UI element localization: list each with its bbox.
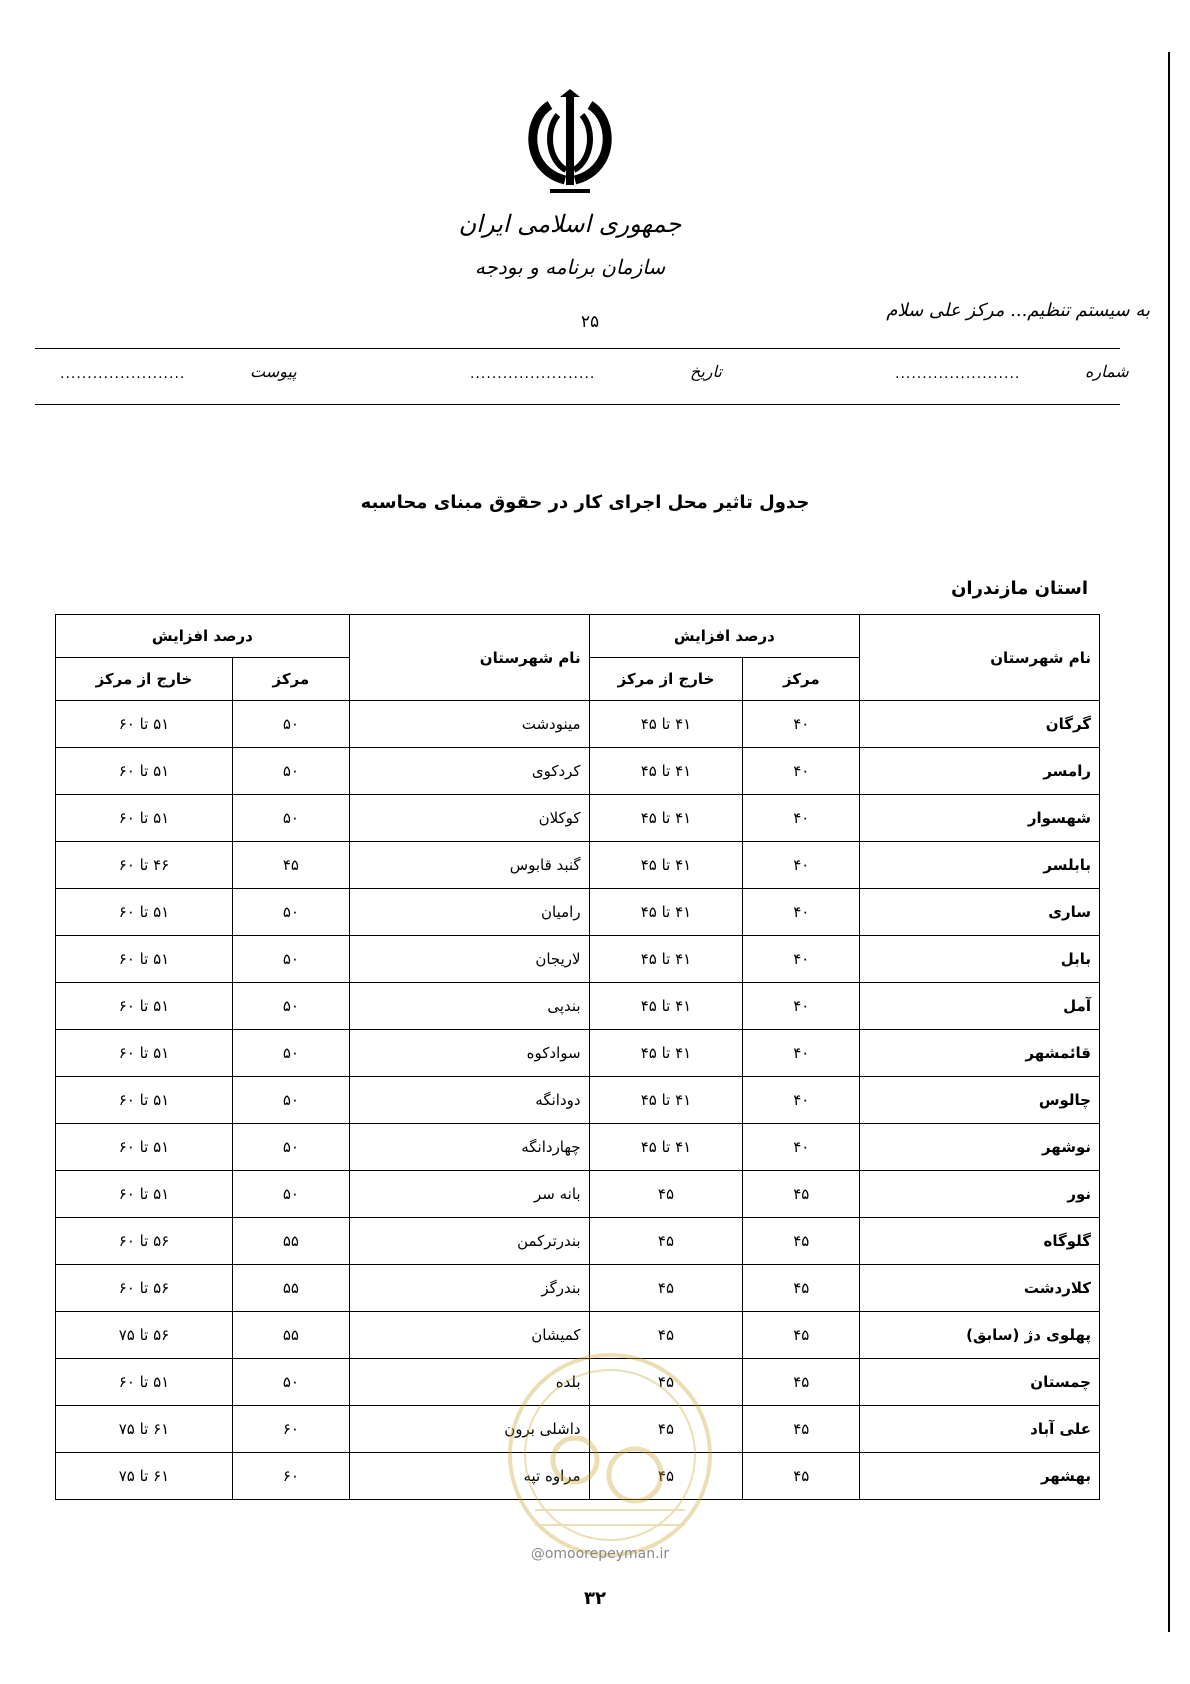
cell-name-left: دودانگه (349, 1077, 589, 1124)
date-dots: ....................... (470, 366, 596, 382)
cell-name-left: بندرترکمن (349, 1218, 589, 1265)
cell-name-right: آمل (860, 983, 1100, 1030)
cell-outside-left: ۵۱ تا ۶۰ (56, 936, 233, 983)
cell-outside-left: ۵۶ تا ۶۰ (56, 1265, 233, 1312)
cell-outside-left: ۴۶ تا ۶۰ (56, 842, 233, 889)
cell-center-right: ۴۰ (743, 1077, 860, 1124)
cell-name-left: رامیان (349, 889, 589, 936)
cell-outside-right: ۴۱ تا ۴۵ (589, 1030, 743, 1077)
table-row (56, 1124, 1100, 1171)
cell-center-left: ۵۰ (232, 701, 349, 748)
cell-center-right: ۴۵ (743, 1406, 860, 1453)
table-row (56, 748, 1100, 795)
cell-outside-right: ۴۱ تا ۴۵ (589, 1077, 743, 1124)
cell-name-left: داشلی برون (349, 1406, 589, 1453)
table-row (56, 1030, 1100, 1077)
cell-outside-right: ۴۵ (589, 1406, 743, 1453)
cell-center-left: ۶۰ (232, 1453, 349, 1500)
cell-center-right: ۴۵ (743, 1265, 860, 1312)
attachment-dots: ....................... (60, 366, 186, 382)
cell-center-left: ۵۰ (232, 983, 349, 1030)
cell-name-left: مراوه تپه (349, 1453, 589, 1500)
cell-outside-left: ۵۱ تا ۶۰ (56, 1359, 233, 1406)
cell-outside-right: ۴۱ تا ۴۵ (589, 936, 743, 983)
cell-center-right: ۴۰ (743, 936, 860, 983)
cell-outside-right: ۴۵ (589, 1453, 743, 1500)
cell-outside-left: ۵۱ تا ۶۰ (56, 983, 233, 1030)
cell-outside-left: ۵۶ تا ۶۰ (56, 1218, 233, 1265)
header-increase-right: درصد افزایش (589, 615, 860, 658)
cell-center-right: ۴۵ (743, 1312, 860, 1359)
cell-name-right: نوشهر (860, 1124, 1100, 1171)
cell-center-right: ۴۰ (743, 889, 860, 936)
header-name-left: نام شهرستان (349, 615, 589, 701)
cell-outside-left: ۵۱ تا ۶۰ (56, 1171, 233, 1218)
cell-outside-left: ۵۱ تا ۶۰ (56, 889, 233, 936)
cell-name-left: بانه سر (349, 1171, 589, 1218)
cell-center-right: ۴۰ (743, 983, 860, 1030)
cell-center-right: ۴۵ (743, 1218, 860, 1265)
header-outside-left: خارج از مرکز (56, 658, 233, 701)
cell-name-left: کوکلان (349, 795, 589, 842)
cell-center-right: ۴۰ (743, 701, 860, 748)
cell-outside-left: ۵۱ تا ۶۰ (56, 701, 233, 748)
header-country: جمهوری اسلامی ایران (458, 210, 682, 238)
cell-outside-right: ۴۵ (589, 1218, 743, 1265)
cell-outside-right: ۴۱ تا ۴۵ (589, 842, 743, 889)
header-top-number: ۲۵ (580, 312, 600, 332)
cell-outside-right: ۴۱ تا ۴۵ (589, 983, 743, 1030)
attachment-label: پیوست (250, 362, 297, 381)
watermark-seal-icon (495, 1340, 725, 1570)
cell-name-right: بابلسر (860, 842, 1100, 889)
cell-outside-right: ۴۵ (589, 1312, 743, 1359)
number-dots: ....................... (895, 366, 1021, 382)
cell-outside-right: ۴۱ تا ۴۵ (589, 701, 743, 748)
right-margin-rule (1168, 52, 1170, 1632)
cell-center-right: ۴۵ (743, 1453, 860, 1500)
header-increase-left: درصد افزایش (56, 615, 350, 658)
cell-name-right: چمستان (860, 1359, 1100, 1406)
cell-center-left: ۴۵ (232, 842, 349, 889)
cell-center-left: ۵۰ (232, 1077, 349, 1124)
header-organization: سازمان برنامه و بودجه (474, 255, 666, 279)
table-header-row (56, 615, 1100, 658)
header-center-right: مرکز (743, 658, 860, 701)
cell-name-right: پهلوی دژ (سابق) (860, 1312, 1100, 1359)
cell-outside-left: ۵۶ تا ۷۵ (56, 1312, 233, 1359)
cell-outside-left: ۵۱ تا ۶۰ (56, 748, 233, 795)
cell-name-left: گنبد قابوس (349, 842, 589, 889)
province-name: استان مازندران (951, 578, 1088, 599)
cell-name-right: گلوگاه (860, 1218, 1100, 1265)
cell-outside-right: ۴۵ (589, 1359, 743, 1406)
iran-emblem-icon (520, 85, 620, 205)
cell-center-left: ۵۰ (232, 936, 349, 983)
cell-center-left: ۵۰ (232, 748, 349, 795)
document-title: جدول تاثیر محل اجرای کار در حقوق مبنای محاسبه (360, 492, 810, 513)
cell-name-right: چالوس (860, 1077, 1100, 1124)
cell-outside-left: ۵۱ تا ۶۰ (56, 1077, 233, 1124)
table-row (56, 1218, 1100, 1265)
header-name-right: نام شهرستان (860, 615, 1100, 701)
cell-center-right: ۴۰ (743, 1124, 860, 1171)
cell-name-left: سوادکوه (349, 1030, 589, 1077)
cell-name-right: بهشهر (860, 1453, 1100, 1500)
cell-name-right: کلاردشت (860, 1265, 1100, 1312)
table-row (56, 1171, 1100, 1218)
cell-center-left: ۶۰ (232, 1406, 349, 1453)
cell-name-right: بابل (860, 936, 1100, 983)
cell-center-right: ۴۰ (743, 1030, 860, 1077)
cell-center-left: ۵۵ (232, 1312, 349, 1359)
table-row (56, 983, 1100, 1030)
cell-outside-right: ۴۱ تا ۴۵ (589, 748, 743, 795)
cell-name-right: ساری (860, 889, 1100, 936)
table-row (56, 1077, 1100, 1124)
cell-name-left: چهاردانگه (349, 1124, 589, 1171)
cell-center-left: ۵۰ (232, 1030, 349, 1077)
cell-name-right: رامسر (860, 748, 1100, 795)
header-outside-right: خارج از مرکز (589, 658, 743, 701)
table-row (56, 936, 1100, 983)
page-number: ۳۲ (584, 1588, 606, 1609)
table-row (56, 1265, 1100, 1312)
table-row (56, 889, 1100, 936)
cell-outside-left: ۶۱ تا ۷۵ (56, 1406, 233, 1453)
cell-name-left: کردکوی (349, 748, 589, 795)
cell-center-left: ۵۵ (232, 1218, 349, 1265)
cell-name-left: کمیشان (349, 1312, 589, 1359)
cell-center-right: ۴۵ (743, 1171, 860, 1218)
cell-outside-right: ۴۱ تا ۴۵ (589, 795, 743, 842)
cell-outside-right: ۴۵ (589, 1265, 743, 1312)
cell-center-right: ۴۰ (743, 795, 860, 842)
cell-outside-right: ۴۱ تا ۴۵ (589, 889, 743, 936)
handwritten-note: به سیستم تنظیم... مرکز علی سلام (886, 300, 1150, 321)
cell-outside-right: ۴۵ (589, 1171, 743, 1218)
date-label: تاریخ (690, 362, 722, 381)
cell-outside-left: ۵۱ تا ۶۰ (56, 1030, 233, 1077)
cell-name-left: بلده (349, 1359, 589, 1406)
cell-center-right: ۴۰ (743, 748, 860, 795)
header-rule-bottom (35, 404, 1120, 405)
cell-center-left: ۵۰ (232, 795, 349, 842)
header-center-left: مرکز (232, 658, 349, 701)
cell-outside-left: ۵۱ تا ۶۰ (56, 795, 233, 842)
cell-name-right: نور (860, 1171, 1100, 1218)
table-row (56, 795, 1100, 842)
header-rule-top (35, 348, 1120, 349)
cell-center-left: ۵۵ (232, 1265, 349, 1312)
cell-name-right: علی آباد (860, 1406, 1100, 1453)
cell-outside-right: ۴۱ تا ۴۵ (589, 1124, 743, 1171)
cell-outside-left: ۵۱ تا ۶۰ (56, 1124, 233, 1171)
cell-name-right: گرگان (860, 701, 1100, 748)
table-row (56, 842, 1100, 889)
website-watermark: @omoorepeyman.ir (530, 1546, 670, 1562)
cell-name-left: مینودشت (349, 701, 589, 748)
cell-center-left: ۵۰ (232, 1171, 349, 1218)
cell-center-left: ۵۰ (232, 889, 349, 936)
cell-name-left: بندرگز (349, 1265, 589, 1312)
cell-name-right: قائمشهر (860, 1030, 1100, 1077)
cell-outside-left: ۶۱ تا ۷۵ (56, 1453, 233, 1500)
cell-name-right: شهسوار (860, 795, 1100, 842)
table-row (56, 701, 1100, 748)
cell-center-left: ۵۰ (232, 1359, 349, 1406)
cell-center-right: ۴۰ (743, 842, 860, 889)
cell-name-left: لاریجان (349, 936, 589, 983)
number-label: شماره (1085, 362, 1129, 381)
cell-center-right: ۴۵ (743, 1359, 860, 1406)
cell-name-left: بندپی (349, 983, 589, 1030)
cell-center-left: ۵۰ (232, 1124, 349, 1171)
